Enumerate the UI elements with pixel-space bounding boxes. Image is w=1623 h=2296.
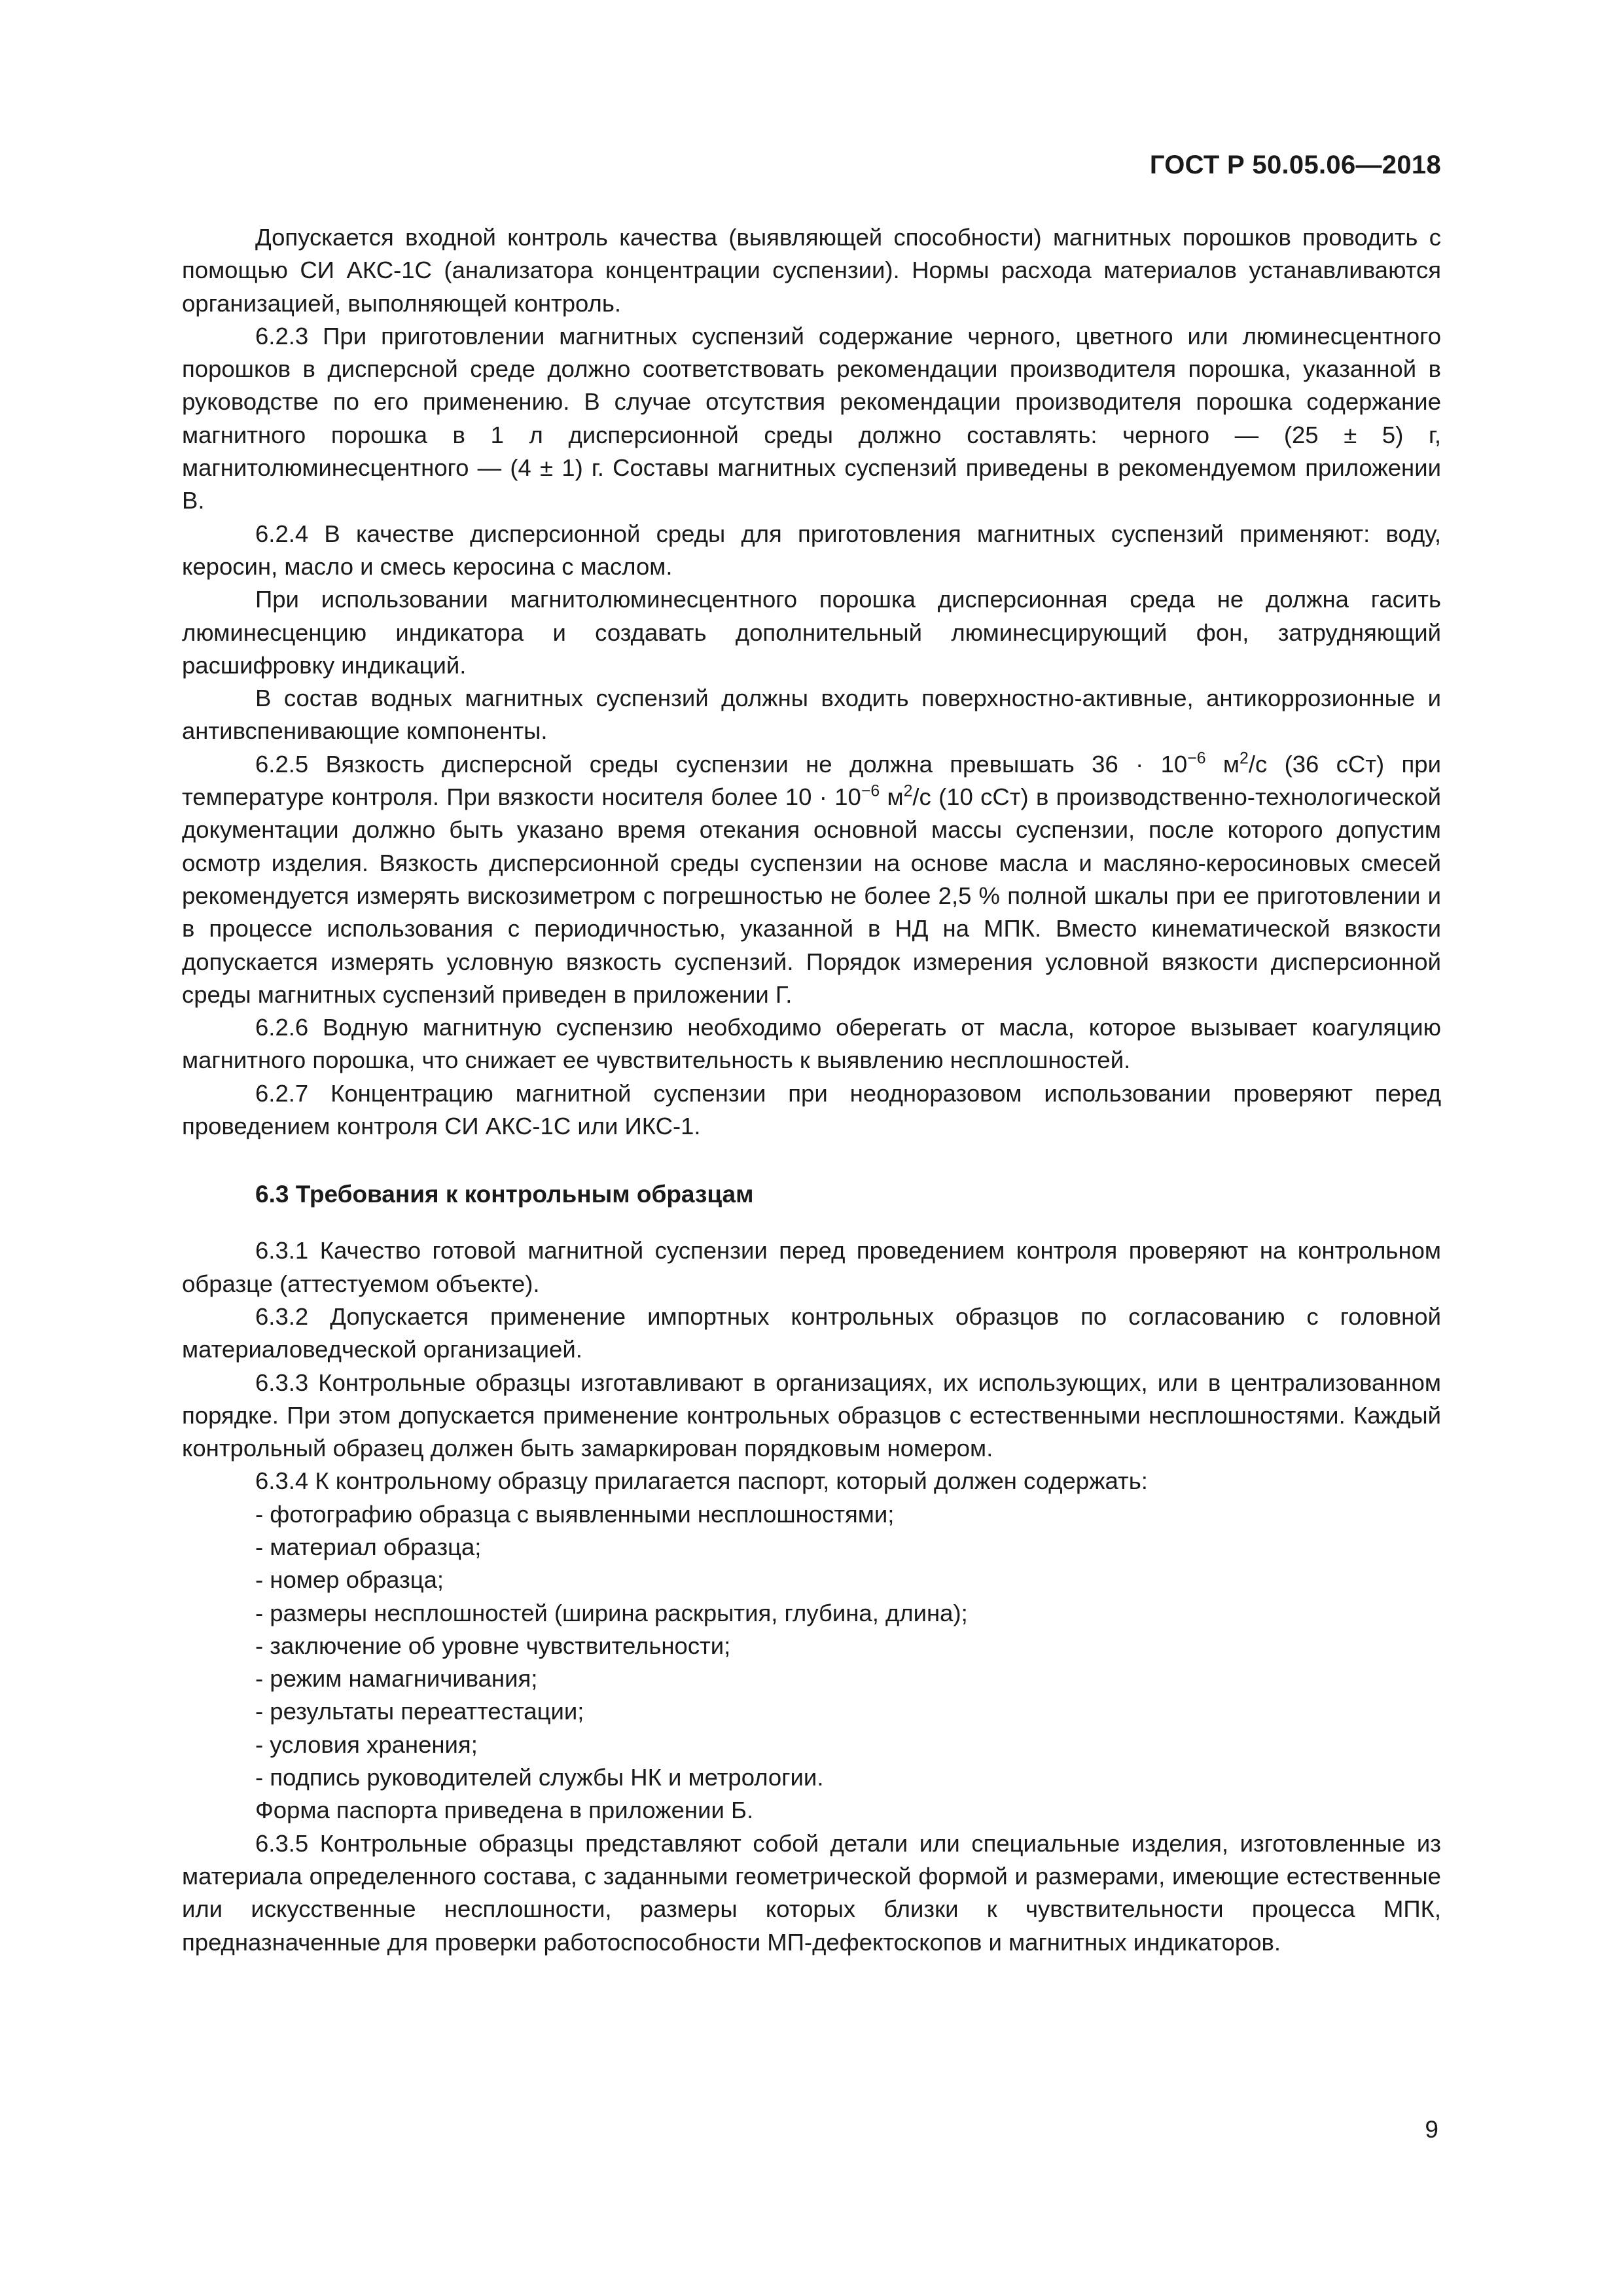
paragraph-6-2-3: 6.2.3 При приготовлении магнитных суспензий содержание черного, цветного или люминесцентного порошков в дисперсной среде должно соответствовать рекомендации производителя порошка, указанной в руководстве по его применению. В случае отсутствия рекомендации производителя порошка содержание магнитного порошка в 1 л дисперсионной среды должно составлять: черного — (25 ± 5) г, магнитолюминесцентного — (4 ± 1) г. Составы магнитных суспензий приведены в рекомендуемом приложении В. — [182, 322, 1441, 514]
page-number: 9 — [1425, 2116, 1438, 2143]
paragraph-6-3-1: 6.3.1 Качество готовой магнитной суспензии перед проведением контроля проверяют на контрольном образце (аттестуемом объекте). — [182, 1237, 1441, 1297]
list-item: - результаты переаттестации; — [255, 1698, 584, 1725]
text-segment: 6.2.5 Вязкость дисперсной среды суспензии не должна превышать 36 · 10 — [255, 750, 1188, 778]
document-code: ГОСТ Р 50.05.06—2018 — [1149, 151, 1441, 179]
paragraph-passport-form: Форма паспорта приведена в приложении Б. — [255, 1797, 754, 1824]
list-item: - подпись руководителей службы НК и метрологии. — [255, 1764, 824, 1791]
exponent: 2 — [1240, 749, 1249, 768]
paragraph-6-3-2: 6.3.2 Допускается применение импортных контрольных образцов по согласованию с головной материаловедческой организацией. — [182, 1302, 1441, 1363]
list-item: - заключение об уровне чувствительности; — [255, 1632, 731, 1659]
text-segment: /с (10 сСт) в производственно-технологической документации должно быть указано время отекания основной массы суспензии, после которого допустим осмотр изделия. Вязкость дисперсионной среды суспензии на основе масла и масляно-керосиновых смесей рекомендуется измерять вискозиметром с погрешностью не более 2,5 % полной шкалы при ее приготовлении и в процессе использования с периодичностью, указанной в НД на МПК. Вместо кинематической вязкости допускается измерять условную вязкость суспензий. Порядок измерения условной вязкости дисперсионной среды магнитных суспензий приведен в приложении Г. — [182, 783, 1441, 1008]
passport-contents-list — [182, 1498, 1441, 1795]
list-item: - номер образца; — [255, 1566, 444, 1594]
list-item: - режим намагничивания; — [255, 1665, 538, 1693]
paragraph-intro: Допускается входной контроль качества (выявляющей способности) магнитных порошков проводить с помощью СИ АКС-1С (анализатора концентрации суспензии). Нормы расхода материалов устанавливаются организацией, выполняющей контроль. — [182, 224, 1441, 317]
paragraph-6-3-4: 6.3.4 К контрольному образцу прилагается паспорт, который должен содержать: — [255, 1467, 1148, 1495]
paragraph-6-2-6: 6.2.6 Водную магнитную суспензию необходимо оберегать от масла, которое вызывает коагуляцию магнитного порошка, что снижает ее чувствительность к выявлению несплошностей. — [182, 1014, 1441, 1074]
list-item: - размеры несплошностей (ширина раскрытия, глубина, длина); — [255, 1599, 968, 1626]
list-item: - материал образца; — [255, 1533, 482, 1560]
text-segment: /с (36 сСт) при температуре контроля. При вязкости носителя более 10 · 10 — [182, 750, 1441, 811]
paragraph-6-2-7: 6.2.7 Концентрацию магнитной суспензии при неодноразовом использовании проверяют перед проведением контроля СИ АКС-1С или ИКС-1. — [182, 1079, 1441, 1140]
text-segment: м — [880, 783, 904, 811]
exponent: −6 — [861, 782, 880, 800]
list-item: - условия хранения; — [255, 1731, 478, 1758]
section-heading-6-3: 6.3 Требования к контрольным образцам — [255, 1181, 754, 1208]
paragraph-6-2-5 — [182, 748, 1441, 1011]
paragraph-6-3-5: 6.3.5 Контрольные образцы представляют собой детали или специальные изделия, изготовленные из материала определенного состава, с заданными геометрической формой и размерами, имеющие естественные или искусственные несплошности, размеры которых близки к чувствительности процесса МПК, предназначенные для проверки работоспособности МП-дефектоскопов и магнитных индикаторов. — [182, 1829, 1441, 1956]
paragraph-6-2-4-water: В состав водных магнитных суспензий должны входить поверхностно-активные, антикоррозионные и антивспенивающие компоненты. — [182, 685, 1441, 745]
document-body — [182, 221, 1441, 1959]
paragraph-6-3-3: 6.3.3 Контрольные образцы изготавливают в организациях, их использующих, или в централизованном порядке. При этом допускается применение контрольных образцов с естественными несплошностями. Каждый контрольный образец должен быть замаркирован порядковым номером. — [182, 1369, 1441, 1462]
paragraph-6-2-4-luminescent: При использовании магнитолюминесцентного порошка дисперсионная среда не должна гасить люминесценцию индикатора и создавать дополнительный люминесцирующий фон, затрудняющий расшифровку индикаций. — [182, 586, 1441, 679]
paragraph-6-2-4: 6.2.4 В качестве дисперсионной среды для приготовления магнитных суспензий применяют: воду, керосин, масло и смесь керосина с маслом. — [182, 520, 1441, 580]
exponent: 2 — [903, 782, 913, 800]
exponent: −6 — [1187, 749, 1206, 768]
text-segment: м — [1205, 750, 1240, 778]
list-item: - фотографию образца с выявленными несплошностями; — [255, 1500, 895, 1528]
